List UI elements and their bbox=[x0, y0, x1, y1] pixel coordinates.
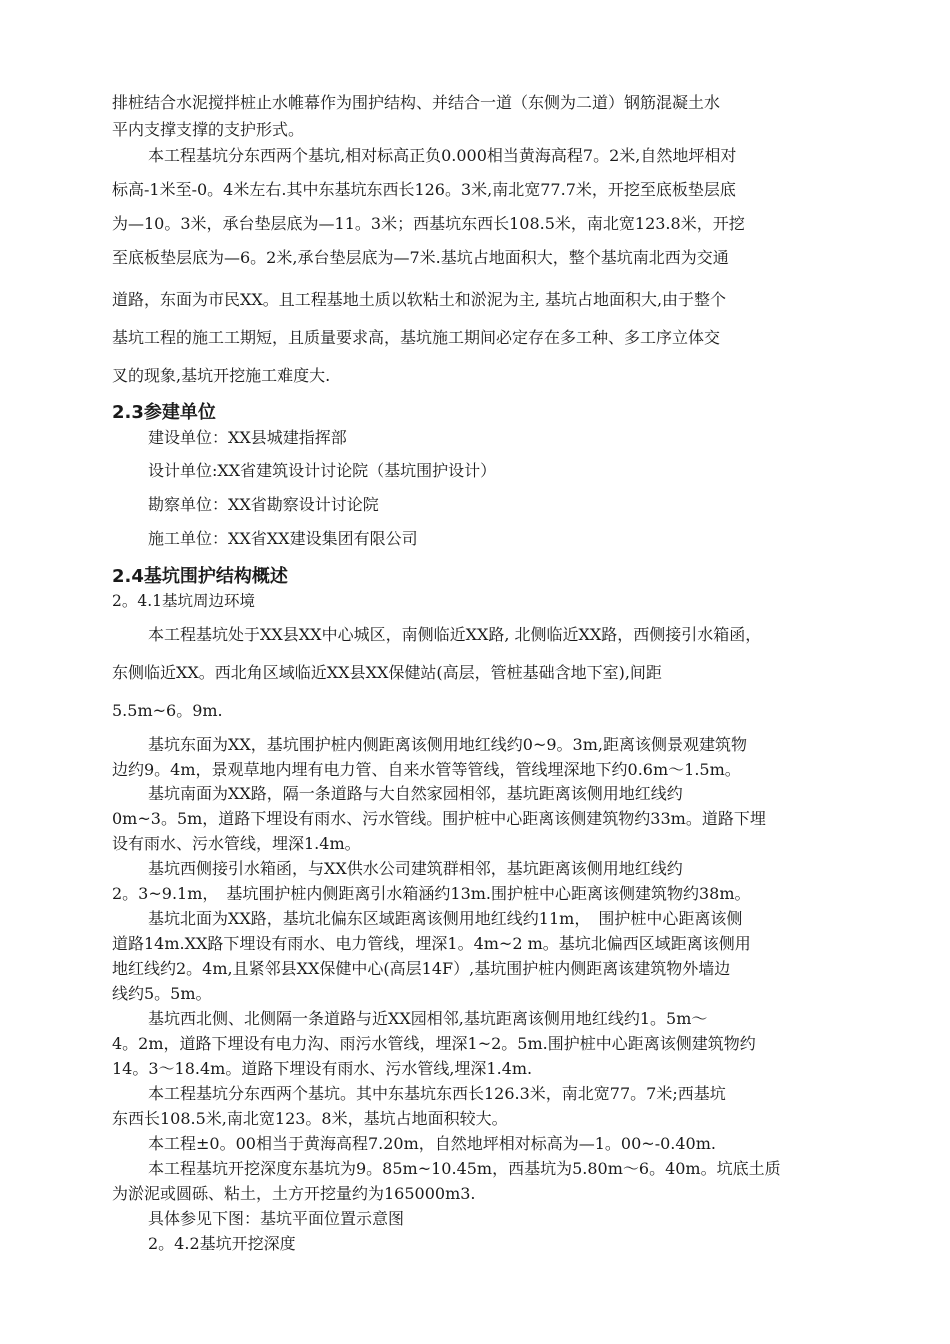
participant-item: 施工单位：XX省XX建设集团有限公司 bbox=[148, 529, 418, 548]
body-line: 为淤泥或圆砾、粘土，土方开挖量约为165000m3. bbox=[112, 1184, 476, 1203]
body-line: 基坑东面为XX，基坑围护桩内侧距离该侧用地红线约0~9。3m,距离该侧景观建筑物 bbox=[148, 735, 747, 754]
intro-line: 道路，东面为市民XX。且工程基地土质以软粘土和淤泥为主, 基坑占地面积大,由于整个 bbox=[112, 290, 727, 309]
body-line: 线约5。5m。 bbox=[112, 984, 212, 1003]
section-heading-2-4: 2.4基坑围护结构概述 bbox=[112, 566, 288, 587]
body-line: 东西长108.5米,南北宽123。8米，基坑占地面积较大。 bbox=[112, 1109, 508, 1128]
body-line: 基坑南面为XX路，隔一条道路与大自然家园相邻，基坑距离该侧用地红线约 bbox=[148, 784, 683, 803]
body-line: 边约9。4m，景观草地内埋有电力管、自来水管等管线，管线埋深地下约0.6m～1.5m。 bbox=[112, 760, 741, 779]
body-line: 14。3～18.4m。道路下埋设有雨水、污水管线,埋深1.4m. bbox=[112, 1059, 533, 1078]
body-line: 本工程基坑开挖深度东基坑为9。85m~10.45m，西基坑为5.80m～6。40m。坑底土质 bbox=[148, 1159, 781, 1178]
body-line: 设有雨水、污水管线，埋深1.4m。 bbox=[112, 834, 361, 853]
body-line: 2。3~9.1m， 基坑围护桩内侧距离引水箱涵约13m.围护桩中心距离该侧建筑物约38m。 bbox=[112, 884, 751, 903]
participant-item: 设计单位:XX省建筑设计讨论院（基坑围护设计） bbox=[148, 461, 497, 480]
body-line: 具体参见下图：基坑平面位置示意图 bbox=[148, 1209, 405, 1228]
intro-line: 叉的现象,基坑开挖施工难度大. bbox=[112, 366, 331, 385]
section-heading-2-3: 2.3参建单位 bbox=[112, 402, 216, 423]
intro-line: 标高-1米至-0。4米左右.其中东基坑东西长126。3米,南北宽77.7米，开挖至底板垫层底 bbox=[112, 180, 736, 199]
body-line: 基坑西北侧、北侧隔一条道路与近XX园相邻,基坑距离该侧用地红线约1。5m～ bbox=[148, 1009, 708, 1028]
body-line: 基坑北面为XX路，基坑北偏东区域距离该侧用地红线约11m， 围护桩中心距离该侧 bbox=[148, 909, 743, 928]
body-line: 4。2m，道路下埋设有电力沟、雨污水管线，埋深1~2。5m.围护桩中心距离该侧建筑物约 bbox=[112, 1034, 756, 1053]
body-line: 东侧临近XX。西北角区域临近XX县XX保健站(高层，管桩基础含地下室),间距 bbox=[112, 663, 662, 682]
intro-line: 排桩结合水泥搅拌桩止水帷幕作为围护结构、并结合一道（东侧为二道）钢筋混凝土水 bbox=[112, 93, 721, 112]
intro-line: 基坑工程的施工工期短，且质量要求高，基坑施工期间必定存在多工种、多工序立体交 bbox=[112, 328, 721, 347]
subsection-heading: 2。4.2基坑开挖深度 bbox=[148, 1234, 296, 1253]
body-line: 基坑西侧接引水箱函，与XX供水公司建筑群相邻，基坑距离该侧用地红线约 bbox=[148, 859, 683, 878]
intro-line: 本工程基坑分东西两个基坑,相对标高正负0.000相当黄海高程7。2米,自然地坪相对 bbox=[148, 146, 737, 165]
body-line: 0m~3。5m，道路下埋设有雨水、污水管线。围护桩中心距离该侧建筑物约33m。道路下埋 bbox=[112, 809, 766, 828]
intro-line: 至底板垫层底为—6。2米,承台垫层底为—7米.基坑占地面积大，整个基坑南北西为交通 bbox=[112, 248, 729, 267]
participant-item: 建设单位：XX县城建指挥部 bbox=[148, 428, 347, 447]
intro-line: 平内支撑支撑的支护形式。 bbox=[112, 120, 305, 139]
subsection-heading: 2。4.1基坑周边环境 bbox=[112, 592, 256, 610]
participant-item: 勘察单位：XX省勘察设计讨论院 bbox=[148, 495, 379, 514]
body-line: 地红线约2。4m,且紧邻县XX保健中心(高层14F）,基坑围护桩内侧距离该建筑物外墙边 bbox=[112, 959, 731, 978]
body-line: 道路14m.XX路下埋设有雨水、电力管线，埋深1。4m~2 m。基坑北偏西区域距离该侧用 bbox=[112, 934, 751, 953]
body-line: 本工程基坑分东西两个基坑。其中东基坑东西长126.3米，南北宽77。7米;西基坑 bbox=[148, 1084, 726, 1103]
body-line: 本工程±0。00相当于黄海高程7.20m，自然地坪相对标高为—1。00~-0.40m. bbox=[148, 1134, 716, 1153]
body-line: 5.5m~6。9m. bbox=[112, 701, 223, 720]
body-line: 本工程基坑处于XX县XX中心城区，南侧临近XX路, 北侧临近XX路，西侧接引水箱函， bbox=[148, 625, 762, 644]
intro-line: 为—10。3米，承台垫层底为—11。3米；西基坑东西长108.5米，南北宽123.8米，开挖 bbox=[112, 214, 745, 233]
